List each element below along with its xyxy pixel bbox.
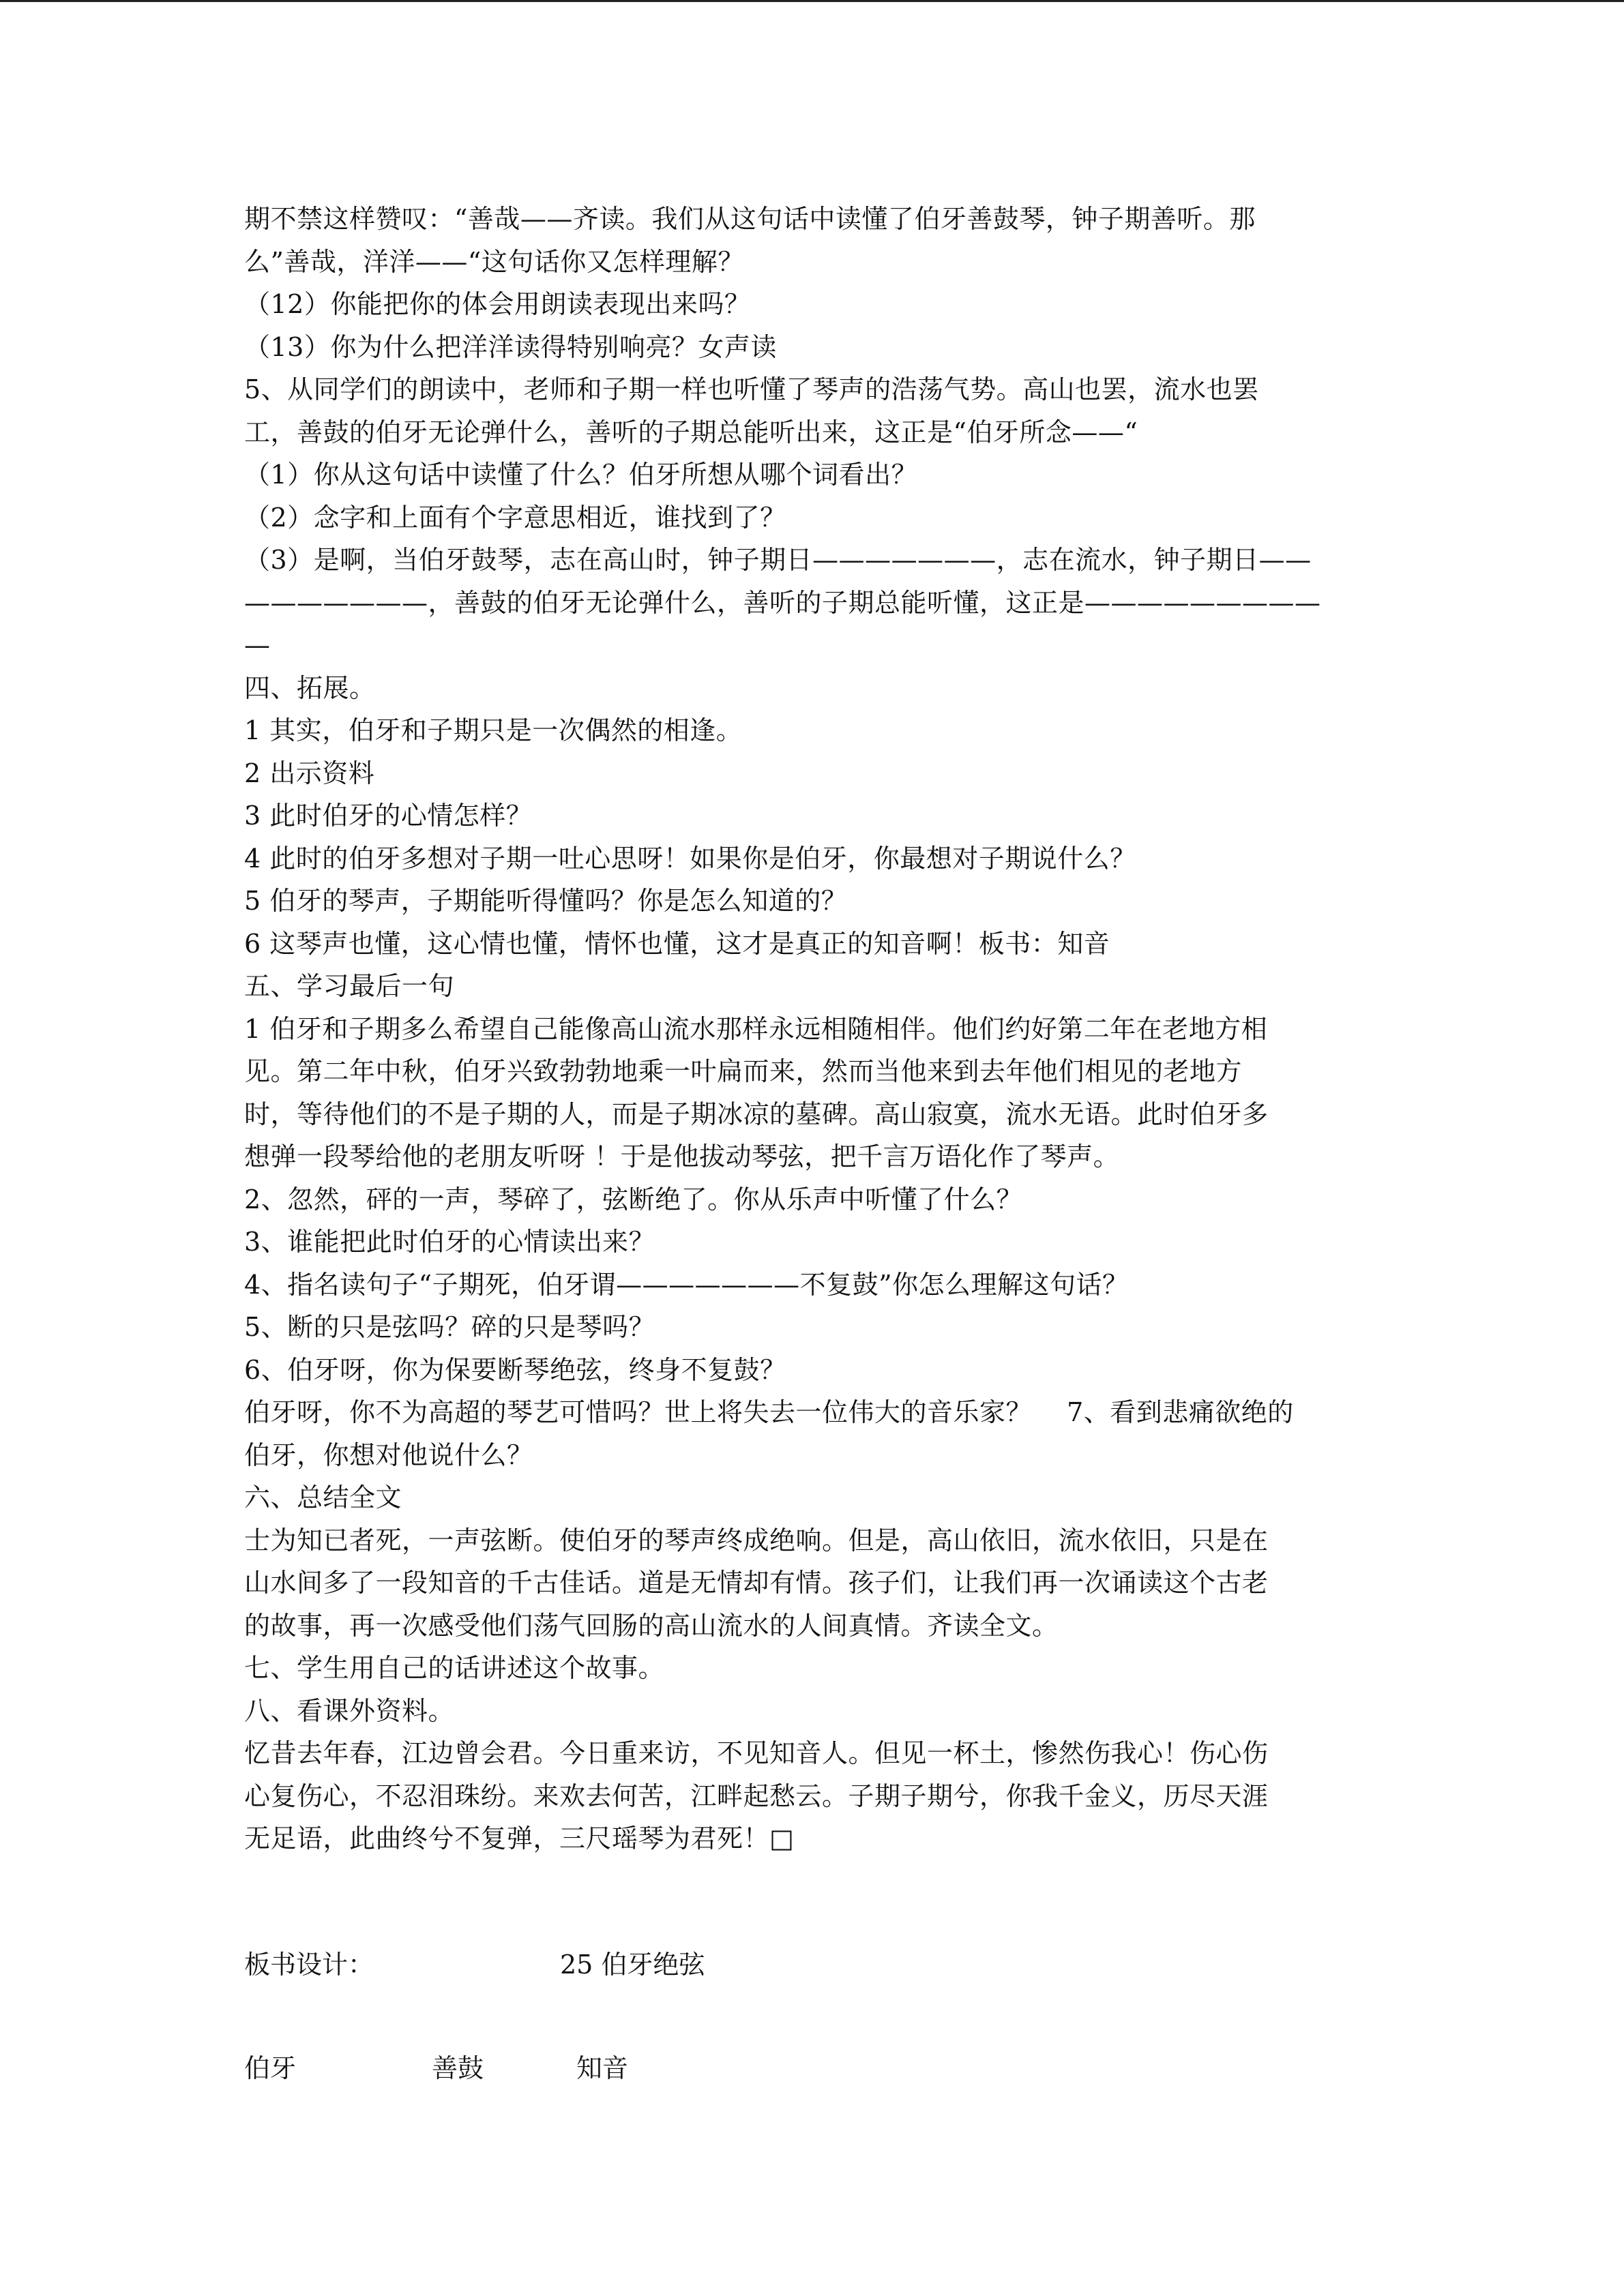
text-line: 6、伯牙呀，你为保要断琴绝弦，终身不复鼓？	[244, 1354, 786, 1385]
text-line: 四、拓展。	[244, 672, 376, 703]
text-line: 6 这琴声也懂，这心情也懂，情怀也懂，这才是真正的知音啊！板书：知音	[244, 928, 1110, 959]
text-line: 见。第二年中秋，伯牙兴致勃勃地乘一叶扁而来，然而当他来到去年他们相见的老地方	[244, 1056, 1243, 1086]
text-line: 五、学习最后一句	[244, 971, 455, 1001]
text-line: 3 此时伯牙的心情怎样？	[244, 801, 533, 831]
text-line: 2、忽然，砰的一声，琴碎了，弦断绝了。你从乐声中听懂了什么？	[244, 1184, 1023, 1214]
text-line: （3）是啊，当伯牙鼓琴，志在高山时，钟子期日———————，志在流水，钟子期日——	[244, 545, 1312, 575]
board-item-shangu: 善鼓	[432, 2053, 484, 2083]
text-line: 七、学生用自己的话讲述这个故事。	[244, 1653, 665, 1683]
text-line: （12）你能把你的体会用朗读表现出来吗？	[244, 289, 751, 319]
text-line: 1 其实，伯牙和子期只是一次偶然的相逢。	[244, 715, 743, 745]
text-line: 4 此时的伯牙多想对子期一吐心思呀！如果你是伯牙，你最想对子期说什么？	[244, 843, 1136, 874]
board-design-label: 板书设计：	[244, 1950, 374, 1980]
text-line: 么”善哉，洋洋——“这句话你又怎样理解？	[244, 246, 744, 277]
text-line: 时，等待他们的不是子期的人，而是子期冰凉的墓碑。高山寂寞，流水无语。此时伯牙多	[244, 1099, 1269, 1129]
text-line: 1 伯牙和子期多么希望自己能像高山流水那样永远相随相伴。他们约好第二年在老地方相	[244, 1013, 1268, 1044]
text-line: 3、谁能把此时伯牙的心情读出来？	[244, 1227, 655, 1257]
text-line: 八、看课外资料。	[244, 1695, 455, 1726]
board-design-items	[244, 2047, 629, 2089]
text-line: 士为知已者死，一声弦断。使伯牙的琴声终成绝响。但是，高山依旧，流水依旧，只是在	[244, 1525, 1269, 1555]
text-line: 工，善鼓的伯牙无论弹什么，善听的子期总能听出来，这正是“伯牙所念——“	[244, 417, 1138, 447]
text-line: 的故事，再一次感受他们荡气回肠的高山流水的人间真情。齐读全文。	[244, 1610, 1059, 1641]
text-line: 5 伯牙的琴声，子期能听得懂吗？你是怎么知道的？	[244, 886, 848, 916]
text-line: 忆昔去年春，江边曾会君。今日重来访，不见知音人。但见一杯土，惨然伤我心！伤心伤	[244, 1738, 1269, 1768]
board-design-title: 25 伯牙绝弦	[560, 1950, 705, 1980]
text-line: 想弹一段琴给他的老朋友听呀 ！于是他拔动琴弦，把千言万语化作了琴声。	[244, 1142, 1120, 1172]
text-line: 六、总结全文	[244, 1482, 402, 1512]
text-line: （1）你从这句话中读懂了什么？伯牙所想从哪个词看出？	[244, 460, 918, 490]
text-line: 4、指名读句子“子期死，伯牙谓———————不复鼓”你怎么理解这句话？	[244, 1269, 1129, 1300]
text-line: 伯牙呀，你不为高超的琴艺可惜吗？世上将失去一位伟大的音乐家？ 7、看到悲痛欲绝的	[244, 1397, 1294, 1427]
text-line: 山水间多了一段知音的千古佳话。道是无情却有情。孩子们，让我们再一次诵读这个古老	[244, 1568, 1269, 1598]
board-item-zhiyin: 知音	[576, 2053, 629, 2083]
document-body	[244, 198, 1383, 1860]
board-design-header	[244, 1943, 705, 1986]
text-line: 伯牙，你想对他说什么？	[244, 1440, 533, 1470]
page-top-border	[0, 0, 1624, 2]
text-line: 5、从同学们的朗读中，老师和子期一样也听懂了琴声的浩荡气势。高山也罢，流水也罢	[244, 374, 1259, 404]
text-line: 心复伤心，不忍泪珠纷。来欢去何苦，江畔起愁云。子期子期兮，你我千金义，历尽天涯	[244, 1780, 1269, 1811]
text-line: 5、断的只是弦吗？碎的只是琴吗？	[244, 1312, 655, 1342]
text-line: （2）念字和上面有个字意思相近，谁找到了？	[244, 502, 786, 533]
board-item-boya: 伯牙	[244, 2053, 297, 2083]
text-line: （13）你为什么把洋洋读得特别响亮？女声读	[244, 331, 777, 362]
text-line: 期不禁这样赞叹：“善哉——齐读。我们从这句话中读懂了伯牙善鼓琴，钟子期善听。那	[244, 204, 1256, 234]
text-line: —	[244, 630, 271, 660]
text-line: 2 出示资料	[244, 758, 375, 788]
text-line: ———————，善鼓的伯牙无论弹什么，善听的子期总能听懂，这正是—————————	[244, 587, 1321, 618]
text-line: 无足语，此曲终兮不复弹，三尺瑶琴为君死！□	[244, 1823, 795, 1853]
